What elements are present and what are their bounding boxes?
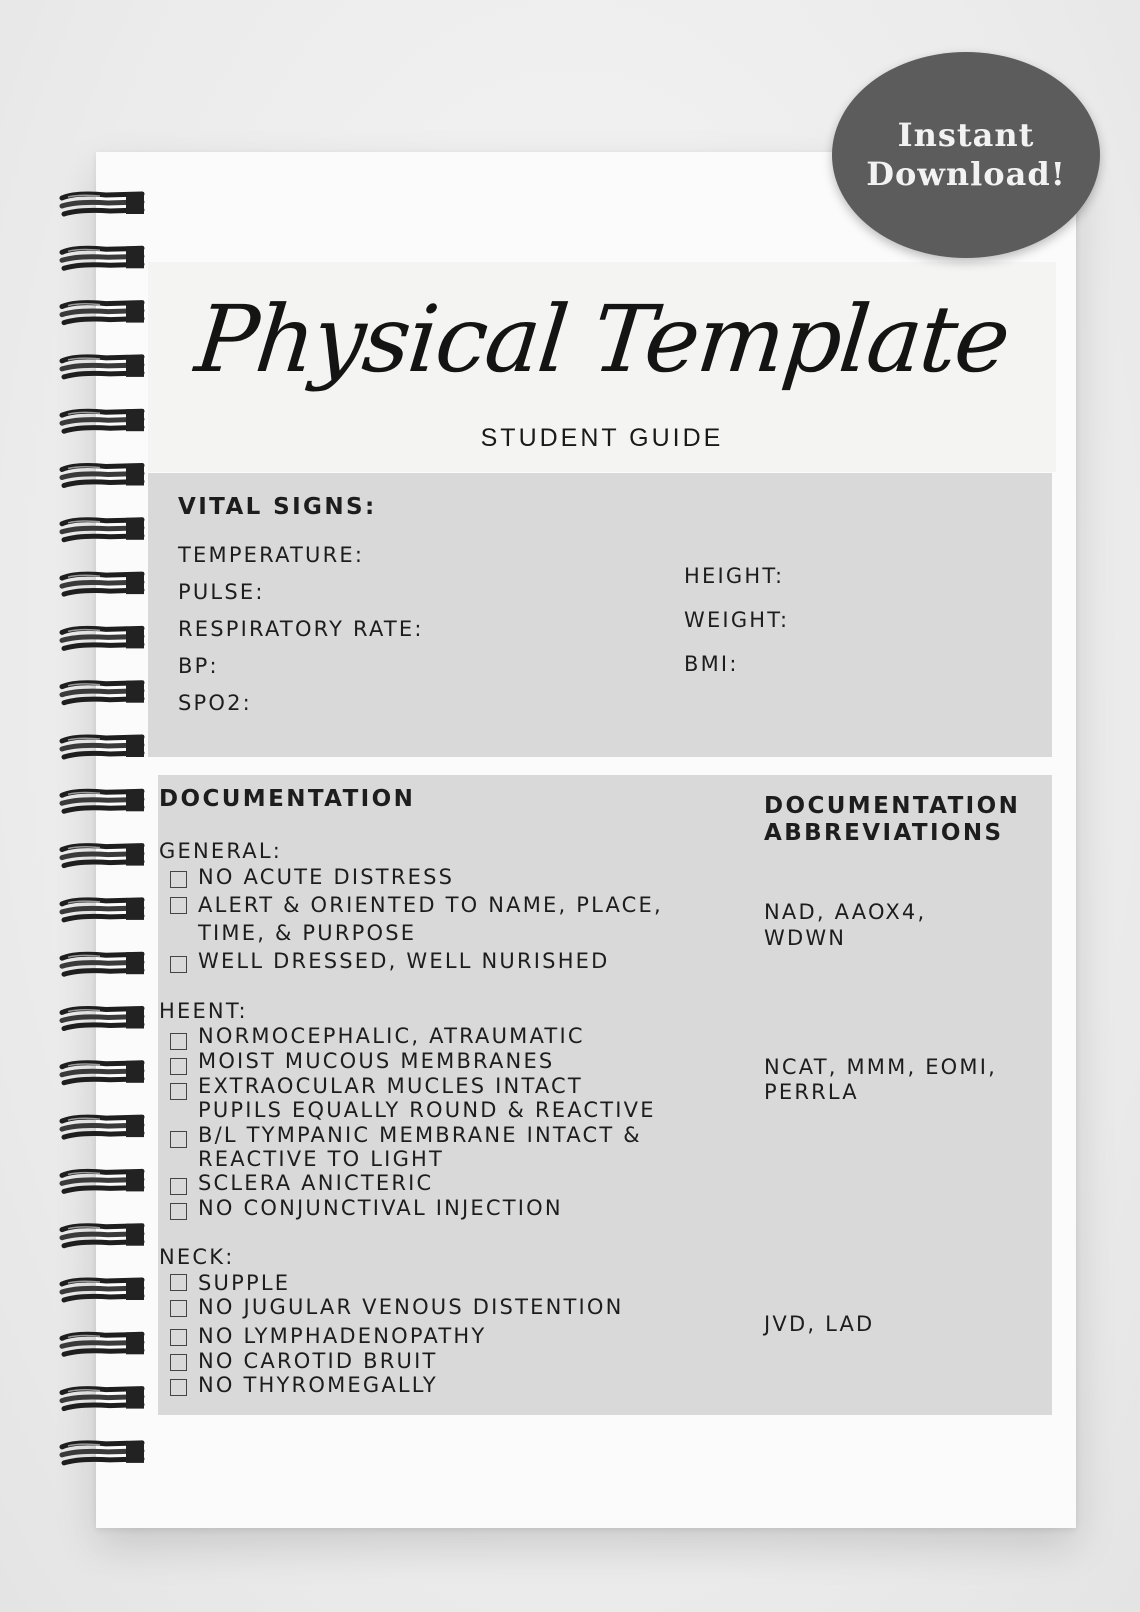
spiral-coil xyxy=(62,1332,144,1354)
vital-temperature-label: TEMPERATURE: xyxy=(178,543,365,567)
checkbox[interactable] xyxy=(170,1300,187,1317)
spiral-coil xyxy=(62,409,144,431)
heent-item: NO CONJUNCTIVAL INJECTION xyxy=(198,1196,563,1220)
neck-item: SUPPLE xyxy=(198,1271,291,1295)
page-title: Physical Template xyxy=(190,286,1014,393)
vital-height-label: HEIGHT: xyxy=(684,564,785,588)
spiral-coil xyxy=(62,1224,144,1246)
vital-pulse-label: PULSE: xyxy=(178,580,265,604)
heent-abbreviations: NCAT, MMM, EOMI, xyxy=(764,1055,997,1079)
spiral-coil xyxy=(62,518,144,540)
heent-label: HEENT: xyxy=(159,999,248,1023)
heent-item: PUPILS EQUALLY ROUND & REACTIVE xyxy=(198,1098,656,1122)
checkbox[interactable] xyxy=(170,871,187,888)
neck-item: NO LYMPHADENOPATHY xyxy=(198,1324,487,1348)
neck-label: NECK: xyxy=(159,1245,235,1269)
badge-text-line1: Instant xyxy=(897,116,1035,154)
general-abbreviations-line2: WDWN xyxy=(764,926,847,950)
page-subtitle: STUDENT GUIDE xyxy=(480,424,724,452)
heent-item: EXTRAOCULAR MUCLES INTACT xyxy=(198,1074,583,1098)
spiral-coil xyxy=(62,844,144,866)
vital-bp-label: BP: xyxy=(178,654,219,678)
spiral-coil xyxy=(62,898,144,920)
vital-respiratory-rate-label: RESPIRATORY RATE: xyxy=(178,617,424,641)
spiral-coil xyxy=(62,952,144,974)
spiral-coil xyxy=(62,246,144,268)
spiral-coil xyxy=(62,1278,144,1300)
spiral-coil xyxy=(62,681,144,703)
spiral-coil xyxy=(62,1169,144,1191)
vital-bmi-label: BMI: xyxy=(684,652,739,676)
spiral-coil xyxy=(62,572,144,594)
checkbox[interactable] xyxy=(170,1178,187,1195)
checkbox[interactable] xyxy=(170,1274,187,1291)
general-item-continued: TIME, & PURPOSE xyxy=(198,921,417,945)
heent-item: B/L TYMPANIC MEMBRANE INTACT & xyxy=(198,1123,642,1147)
spiral-coil xyxy=(62,1115,144,1137)
badge-text-line2: Download! xyxy=(866,155,1066,193)
checkbox[interactable] xyxy=(170,1058,187,1075)
documentation-heading: DOCUMENTATION xyxy=(159,786,416,812)
general-abbreviations: NAD, AAOX4, xyxy=(764,900,927,924)
spiral-coil xyxy=(62,1007,144,1029)
general-item: NO ACUTE DISTRESS xyxy=(198,865,455,889)
checkbox[interactable] xyxy=(170,1354,187,1371)
spiral-coil xyxy=(62,626,144,648)
vital-spo2-label: SPO2: xyxy=(178,691,252,715)
neck-item: NO CAROTID BRUIT xyxy=(198,1349,438,1373)
abbreviations-heading-line2: ABBREVIATIONS xyxy=(764,820,1004,846)
heent-item: SCLERA ANICTERIC xyxy=(198,1171,434,1195)
general-label: GENERAL: xyxy=(159,839,282,863)
checkbox[interactable] xyxy=(170,1083,187,1100)
spiral-binding-icon xyxy=(56,188,148,1478)
checkbox[interactable] xyxy=(170,1033,187,1050)
spiral-coil xyxy=(62,301,144,323)
checkbox[interactable] xyxy=(170,1329,187,1346)
spiral-coil xyxy=(62,789,144,811)
spiral-coil xyxy=(62,735,144,757)
vital-signs-heading: VITAL SIGNS: xyxy=(178,494,377,520)
checkbox[interactable] xyxy=(170,1379,187,1396)
heent-item: NORMOCEPHALIC, ATRAUMATIC xyxy=(198,1024,585,1048)
checkbox[interactable] xyxy=(170,1203,187,1220)
general-item: WELL DRESSED, WELL NURISHED xyxy=(198,949,610,973)
spiral-coil xyxy=(62,1061,144,1083)
heent-abbreviations-line2: PERRLA xyxy=(764,1080,859,1104)
checkbox[interactable] xyxy=(170,897,187,914)
heent-item-continued: REACTIVE TO LIGHT xyxy=(198,1147,445,1171)
spiral-coil xyxy=(62,1387,144,1409)
spiral-coil xyxy=(62,192,144,214)
neck-abbreviations: JVD, LAD xyxy=(764,1312,875,1336)
neck-item: NO JUGULAR VENOUS DISTENTION xyxy=(198,1295,624,1319)
spiral-coil xyxy=(62,464,144,486)
heent-item: MOIST MUCOUS MEMBRANES xyxy=(198,1049,555,1073)
checkbox[interactable] xyxy=(170,956,187,973)
spiral-coil xyxy=(62,355,144,377)
vital-weight-label: WEIGHT: xyxy=(684,608,790,632)
neck-item: NO THYROMEGALLY xyxy=(198,1373,438,1397)
checkbox[interactable] xyxy=(170,1131,187,1148)
abbreviations-heading-line1: DOCUMENTATION xyxy=(764,793,1021,819)
spiral-coil xyxy=(62,1441,144,1463)
general-item: ALERT & ORIENTED TO NAME, PLACE, xyxy=(198,893,663,917)
